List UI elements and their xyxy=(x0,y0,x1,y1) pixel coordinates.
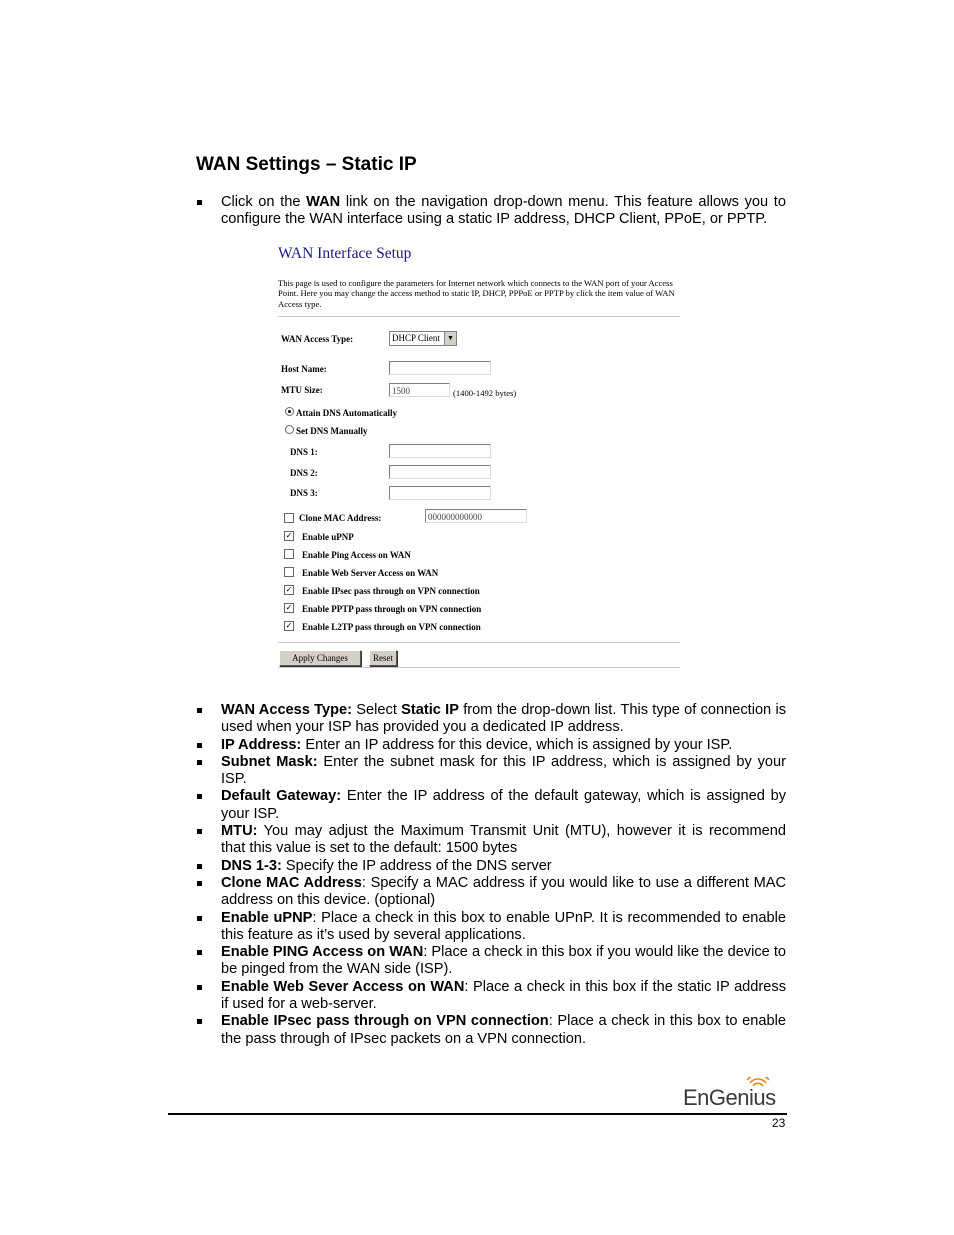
dns2-label: DNS 2: xyxy=(290,468,318,478)
list-item: Enable Web Sever Access on WAN: Place a check in this box if the static IP address if used for a web-server. xyxy=(196,979,786,1014)
enable-pptp-label: Enable PPTP pass through on VPN connection xyxy=(302,604,482,614)
list-item: Enable PING Access on WAN: Place a check in this box if you would like the device to be pinged from the WAN side (ISP). xyxy=(196,944,786,979)
wan-access-type-select[interactable]: DHCP Client ▼ xyxy=(389,331,457,346)
enable-upnp-checkbox[interactable]: ✓ xyxy=(285,531,293,540)
list-item: Clone MAC Address: Specify a MAC address if you would like to use a different MAC address on this device. (optional) xyxy=(196,875,786,910)
apply-changes-button[interactable]: Apply Changes xyxy=(279,650,361,666)
clone-mac-label: Clone MAC Address: xyxy=(299,513,382,523)
intro-list xyxy=(196,194,786,229)
list-item: IP Address: Enter an IP address for this device, which is assigned by your ISP. xyxy=(196,737,786,754)
host-name-input[interactable] xyxy=(389,361,491,375)
logo-text: EnGenius xyxy=(683,1085,776,1110)
enable-l2tp-label: Enable L2TP pass through on VPN connection xyxy=(302,622,481,632)
dns-manual-radio[interactable] xyxy=(285,425,294,434)
page-number: 23 xyxy=(772,1116,786,1130)
footer-rule xyxy=(168,1113,787,1115)
dns-auto-radio[interactable] xyxy=(285,407,294,416)
dns3-label: DNS 3: xyxy=(290,488,318,498)
enable-pptp-checkbox[interactable]: ✓ xyxy=(285,603,293,612)
enable-ipsec-label: Enable IPsec pass through on VPN connection xyxy=(302,586,480,596)
list-item: WAN Access Type: Select Static IP from the drop-down list. This type of connection is used when your ISP has provided you a dedicated IP address. xyxy=(196,702,786,737)
list-item: DNS 1-3: Specify the IP address of the DNS server xyxy=(196,858,786,875)
enable-ping-checkbox[interactable] xyxy=(284,549,294,559)
enable-web-server-label: Enable Web Server Access on WAN xyxy=(302,568,439,578)
mtu-size-input[interactable]: 1500 xyxy=(389,383,450,397)
chevron-down-icon[interactable]: ▼ xyxy=(444,332,456,345)
list-item: MTU: You may adjust the Maximum Transmit Unit (MTU), however it is recommend that this value is set to the default: 1500 bytes xyxy=(196,823,786,858)
list-item: Click on the WAN link on the navigation drop-down menu. This feature allows you to configure the WAN interface using a static IP address, DHCP Client, PPoE, or PPTP. xyxy=(196,194,786,229)
enable-ping-label: Enable Ping Access on WAN xyxy=(302,550,411,560)
mtu-range-note: (1400-1492 bytes) xyxy=(453,388,517,398)
mtu-size-label: MTU Size: xyxy=(281,385,323,395)
enable-l2tp-checkbox[interactable]: ✓ xyxy=(285,621,293,630)
list-item: Enable IPsec pass through on VPN connection: Place a check in this box to enable the pass through of IPsec packets on a VPN connection. xyxy=(196,1013,786,1048)
list-item: Default Gateway: Enter the IP address of the default gateway, which is assigned by your ISP. xyxy=(196,788,786,823)
enable-web-server-checkbox[interactable] xyxy=(284,567,294,577)
dns-auto-label: Attain DNS Automatically xyxy=(296,408,397,418)
host-name-label: Host Name: xyxy=(281,364,327,374)
divider xyxy=(278,316,680,317)
dns-manual-label: Set DNS Manually xyxy=(296,426,368,436)
list-item: Enable uPNP: Place a check in this box to enable UPnP. It is recommended to enable this feature as it’s used by several applications. xyxy=(196,910,786,945)
page-title: WAN Settings – Static IP xyxy=(196,154,417,175)
wan-access-type-label: WAN Access Type: xyxy=(281,334,354,344)
clone-mac-checkbox[interactable] xyxy=(284,513,294,523)
wan-interface-screenshot xyxy=(278,242,680,672)
list-item: Subnet Mask: Enter the subnet mask for this IP address, which is assigned by your ISP. xyxy=(196,754,786,789)
field-descriptions-list xyxy=(196,702,786,1048)
enable-upnp-label: Enable uPNP xyxy=(302,532,354,542)
screenshot-description: This page is used to configure the parameters for Internet network which connects to the WAN port of your Access Point. Here you may change the access method to static IP, DHCP, PPPoE or PPTP by click the item value of WAN Access type. xyxy=(278,278,675,309)
wan-link-text: WAN xyxy=(306,194,341,210)
divider xyxy=(278,667,680,668)
dns2-input[interactable] xyxy=(389,465,491,479)
reset-button[interactable]: Reset xyxy=(369,650,397,666)
dns3-input[interactable] xyxy=(389,486,491,500)
screenshot-title: WAN Interface Setup xyxy=(278,245,412,262)
dns1-input[interactable] xyxy=(389,444,491,458)
enable-ipsec-checkbox[interactable]: ✓ xyxy=(285,585,293,594)
clone-mac-input[interactable]: 000000000000 xyxy=(425,509,527,523)
divider xyxy=(278,642,680,643)
dns1-label: DNS 1: xyxy=(290,447,318,457)
